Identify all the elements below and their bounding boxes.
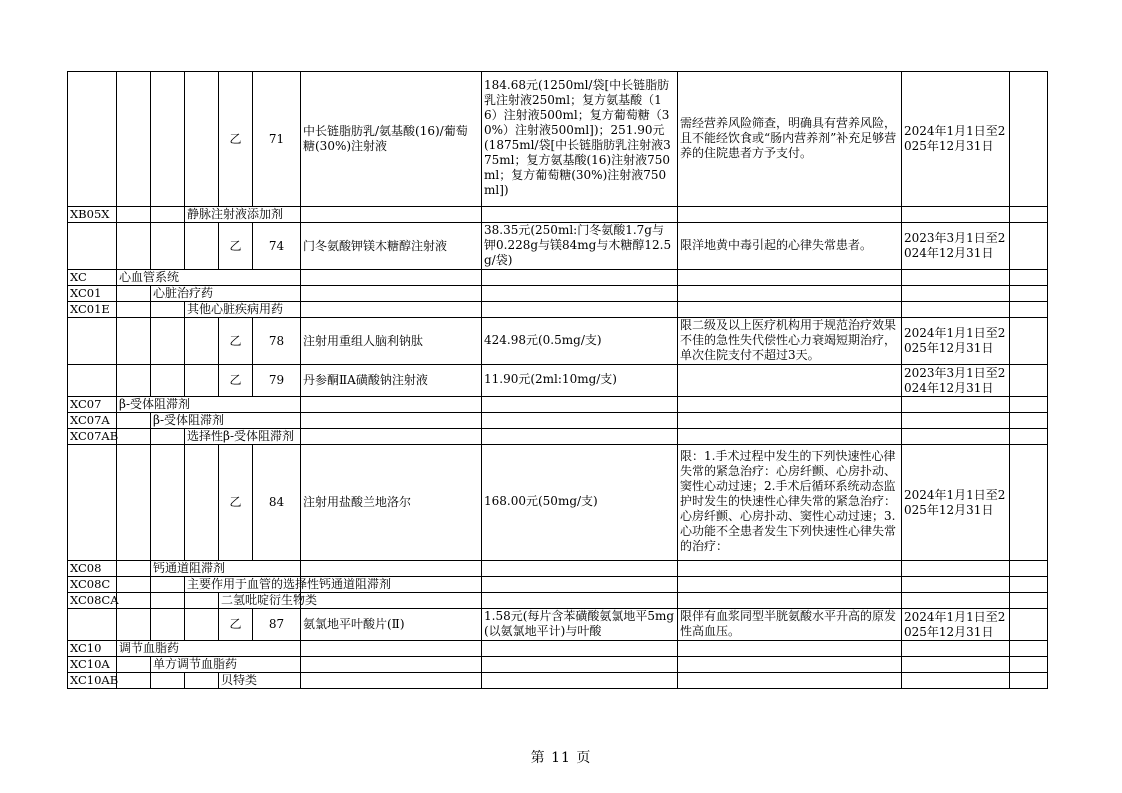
empty-cell: [117, 429, 151, 445]
remark-cell: [678, 641, 902, 657]
drug-class: 乙: [219, 72, 253, 207]
empty-cell: [151, 223, 185, 270]
empty-cell: [117, 223, 151, 270]
drug-row: [68, 318, 1048, 365]
remark-cell: [678, 673, 902, 689]
drug-price-text: 38.35元(250ml:门冬氨酸1.7g与钾0.228g与镁84mg与木糖醇12.5g/袋): [484, 223, 672, 267]
drug-price: [482, 445, 678, 561]
drug-class: 乙: [219, 609, 253, 641]
empty-cell: [151, 609, 185, 641]
empty-cell: [1010, 270, 1048, 286]
remark-cell: [678, 657, 902, 673]
empty-cell: [1010, 445, 1048, 561]
remark-cell: [678, 207, 902, 223]
category-code: XC01: [68, 286, 117, 302]
category-row: [68, 429, 1048, 445]
category-name: 钙通道阻滞剂: [151, 561, 301, 577]
drug-name-cell: [301, 286, 482, 302]
empty-cell: [1010, 286, 1048, 302]
period-cell: [902, 577, 1010, 593]
empty-cell: [117, 365, 151, 397]
drug-name-cell: [301, 207, 482, 223]
empty-cell: [1010, 641, 1048, 657]
drug-remark: [678, 318, 902, 365]
empty-cell: [185, 223, 219, 270]
price-cell: [482, 207, 678, 223]
empty-cell: [68, 318, 117, 365]
price-cell: [482, 413, 678, 429]
drug-row: [68, 365, 1048, 397]
empty-cell: [185, 365, 219, 397]
empty-cell: [151, 72, 185, 207]
drug-price: [482, 609, 678, 641]
drug-remark: [678, 223, 902, 270]
period-cell: [902, 302, 1010, 318]
period-cell: [902, 673, 1010, 689]
drug-name: 门冬氨酸钾镁木糖醇注射液: [301, 223, 482, 270]
drug-price-text: 184.68元(1250ml/袋[中长链脂肪乳注射液250ml；复方氨基酸（16）注射液500ml；复方葡萄糖（30%）注射液500ml])；251.90元(1875ml/袋[中长链脂肪乳注射液375ml；复方氨基酸(16)注射液750ml；复方葡萄糖(30%)注射液750ml]): [484, 78, 671, 197]
category-row: [68, 561, 1048, 577]
empty-cell: [1010, 593, 1048, 609]
drug-row: [68, 609, 1048, 641]
drug-name: 注射用盐酸兰地洛尔: [301, 445, 482, 561]
price-cell: [482, 429, 678, 445]
empty-cell: [117, 657, 151, 673]
empty-cell: [117, 445, 151, 561]
drug-number: 71: [253, 72, 301, 207]
drug-class: 乙: [219, 223, 253, 270]
drug-name-cell: [301, 270, 482, 286]
period-cell: [902, 429, 1010, 445]
drug-number: 74: [253, 223, 301, 270]
empty-cell: [68, 223, 117, 270]
remark-cell: [678, 397, 902, 413]
category-code: XC07AB: [68, 429, 117, 445]
category-code: XC10: [68, 641, 117, 657]
remark-cell: [678, 286, 902, 302]
period-cell: [902, 561, 1010, 577]
empty-cell: [185, 72, 219, 207]
remark-cell: [678, 270, 902, 286]
category-row: [68, 413, 1048, 429]
price-cell: [482, 286, 678, 302]
drug-remark: [678, 365, 902, 397]
empty-cell: [1010, 397, 1048, 413]
remark-cell: [678, 561, 902, 577]
category-code: XC10A: [68, 657, 117, 673]
drug-row: [68, 445, 1048, 561]
remark-cell: [678, 577, 902, 593]
empty-cell: [1010, 561, 1048, 577]
period-cell: [902, 593, 1010, 609]
drug-period: 2024年1月1日至2025年12月31日: [902, 318, 1010, 365]
empty-cell: [151, 577, 185, 593]
empty-cell: [1010, 72, 1048, 207]
drug-period: 2024年1月1日至2025年12月31日: [902, 72, 1010, 207]
price-cell: [482, 302, 678, 318]
category-name: β-受体阻滞剂: [117, 397, 301, 413]
category-row: [68, 673, 1048, 689]
empty-cell: [117, 577, 151, 593]
drug-name-cell: [301, 673, 482, 689]
empty-cell: [185, 673, 219, 689]
empty-cell: [151, 429, 185, 445]
drug-name-cell: [301, 641, 482, 657]
drug-name-cell: [301, 397, 482, 413]
empty-cell: [1010, 318, 1048, 365]
empty-cell: [117, 286, 151, 302]
category-row: [68, 302, 1048, 318]
empty-cell: [1010, 657, 1048, 673]
category-name: 心血管系统: [117, 270, 301, 286]
category-name: 调节血脂药: [117, 641, 301, 657]
category-name: 其他心脏疾病用药: [185, 302, 301, 318]
category-code: XC08: [68, 561, 117, 577]
empty-cell: [68, 445, 117, 561]
drug-price-text: 1.58元(每片含苯磺酸氨氯地平5mg(以氨氯地平计)与叶酸: [484, 609, 675, 638]
drug-name-cell: [301, 302, 482, 318]
price-cell: [482, 577, 678, 593]
price-cell: [482, 673, 678, 689]
drug-remark-text: 需经营养风险筛查，明确具有营养风险，且不能经饮食或“肠内营养剂”补充足够营养的住院患者方予支付。: [680, 116, 897, 160]
empty-cell: [117, 318, 151, 365]
drug-period: 2023年3月1日至2024年12月31日: [902, 365, 1010, 397]
drug-price-text: 11.90元(2ml:10mg/支): [484, 372, 617, 386]
empty-cell: [117, 561, 151, 577]
category-code: XC: [68, 270, 117, 286]
drug-name: 注射用重组人脑利钠肽: [301, 318, 482, 365]
empty-cell: [1010, 577, 1048, 593]
empty-cell: [185, 445, 219, 561]
period-cell: [902, 270, 1010, 286]
drug-price: [482, 72, 678, 207]
drug-row: [68, 223, 1048, 270]
empty-cell: [151, 318, 185, 365]
remark-cell: [678, 593, 902, 609]
empty-cell: [151, 673, 185, 689]
empty-cell: [117, 673, 151, 689]
empty-cell: [1010, 365, 1048, 397]
drug-class: 乙: [219, 318, 253, 365]
empty-cell: [1010, 673, 1048, 689]
price-cell: [482, 593, 678, 609]
empty-cell: [1010, 609, 1048, 641]
drug-name-cell: [301, 561, 482, 577]
category-name: 贝特类: [219, 673, 301, 689]
price-cell: [482, 641, 678, 657]
empty-cell: [151, 302, 185, 318]
drug-class: 乙: [219, 365, 253, 397]
category-code: XC07A: [68, 413, 117, 429]
category-name: β-受体阻滞剂: [151, 413, 301, 429]
category-row: [68, 641, 1048, 657]
category-code: XC01E: [68, 302, 117, 318]
drug-price-text: 168.00元(50mg/支): [484, 494, 598, 508]
empty-cell: [68, 609, 117, 641]
drug-number: 84: [253, 445, 301, 561]
category-row: [68, 286, 1048, 302]
category-name: 二氢吡啶衍生物类: [219, 593, 301, 609]
drug-name-cell: [301, 657, 482, 673]
empty-cell: [151, 593, 185, 609]
drug-number: 79: [253, 365, 301, 397]
category-code: XB05X: [68, 207, 117, 223]
empty-cell: [68, 365, 117, 397]
empty-cell: [185, 609, 219, 641]
remark-cell: [678, 413, 902, 429]
empty-cell: [117, 609, 151, 641]
period-cell: [902, 397, 1010, 413]
drug-remark-text: 限：1.手术过程中发生的下列快速性心律失常的紧急治疗：心房纤颤、心房扑动、窦性心动过速；2.手术后循环系统动态监护时发生的快速性心律失常的紧急治疗：心房纤颤、心房扑动、窦性心动过速；3.心功能不全患者发生下列快速性心律失常的治疗：: [680, 449, 897, 553]
category-code: XC08C: [68, 577, 117, 593]
category-name: 静脉注射液添加剂: [185, 207, 301, 223]
empty-cell: [1010, 223, 1048, 270]
drug-period: 2024年1月1日至2025年12月31日: [902, 445, 1010, 561]
category-name: 选择性β-受体阻滞剂: [185, 429, 301, 445]
empty-cell: [68, 72, 117, 207]
category-name: 单方调节血脂药: [151, 657, 301, 673]
category-row: [68, 657, 1048, 673]
drug-remark-text: 限二级及以上医疗机构用于规范治疗效果不佳的急性失代偿性心力衰竭短期治疗，单次住院支付不超过3天。: [680, 318, 897, 362]
price-cell: [482, 397, 678, 413]
empty-cell: [185, 593, 219, 609]
category-row: [68, 593, 1048, 609]
empty-cell: [117, 207, 151, 223]
drug-remark-text: [680, 365, 899, 395]
drug-price: [482, 365, 678, 397]
category-row: [68, 207, 1048, 223]
drug-price: [482, 318, 678, 365]
empty-cell: [1010, 429, 1048, 445]
remark-cell: [678, 302, 902, 318]
empty-cell: [151, 365, 185, 397]
page-number: 第 11 页: [530, 750, 592, 766]
period-cell: [902, 657, 1010, 673]
drug-remark-text: 限洋地黄中毒引起的心律失常患者。: [680, 238, 873, 252]
category-name: 心脏治疗药: [151, 286, 301, 302]
drug-remark: [678, 609, 902, 641]
drug-name-cell: [301, 429, 482, 445]
empty-cell: [185, 318, 219, 365]
remark-cell: [678, 429, 902, 445]
drug-catalog-table: [67, 71, 1048, 689]
category-row: [68, 577, 1048, 593]
drug-price-text: 424.98元(0.5mg/支): [484, 333, 602, 347]
empty-cell: [117, 593, 151, 609]
period-cell: [902, 641, 1010, 657]
drug-number: 87: [253, 609, 301, 641]
category-code: XC08CA: [68, 593, 117, 609]
empty-cell: [1010, 207, 1048, 223]
drug-period: 2023年3月1日至2024年12月31日: [902, 223, 1010, 270]
drug-price: [482, 223, 678, 270]
empty-cell: [1010, 302, 1048, 318]
drug-name-cell: [301, 593, 482, 609]
drug-number: 78: [253, 318, 301, 365]
category-name: 主要作用于血管的选择性钙通道阻滞剂: [185, 577, 301, 593]
drug-remark-text: 限伴有血浆同型半胱氨酸水平升高的原发性高血压。: [680, 609, 897, 638]
drug-row: [68, 72, 1048, 207]
price-cell: [482, 657, 678, 673]
category-row: [68, 397, 1048, 413]
drug-period: 2024年1月1日至2025年12月31日: [902, 609, 1010, 641]
empty-cell: [117, 302, 151, 318]
drug-name: 丹参酮ⅡA磺酸钠注射液: [301, 365, 482, 397]
drug-remark: [678, 445, 902, 561]
empty-cell: [117, 413, 151, 429]
drug-remark: [678, 72, 902, 207]
drug-class: 乙: [219, 445, 253, 561]
category-row: [68, 270, 1048, 286]
period-cell: [902, 286, 1010, 302]
drug-name: 氨氯地平叶酸片(Ⅱ): [301, 609, 482, 641]
empty-cell: [117, 72, 151, 207]
price-cell: [482, 561, 678, 577]
empty-cell: [1010, 413, 1048, 429]
period-cell: [902, 207, 1010, 223]
period-cell: [902, 413, 1010, 429]
drug-name-cell: [301, 413, 482, 429]
empty-cell: [151, 207, 185, 223]
category-code: XC07: [68, 397, 117, 413]
category-code: XC10AB: [68, 673, 117, 689]
empty-cell: [151, 445, 185, 561]
drug-name: 中长链脂肪乳/氨基酸(16)/葡萄糖(30%)注射液: [301, 72, 482, 207]
price-cell: [482, 270, 678, 286]
